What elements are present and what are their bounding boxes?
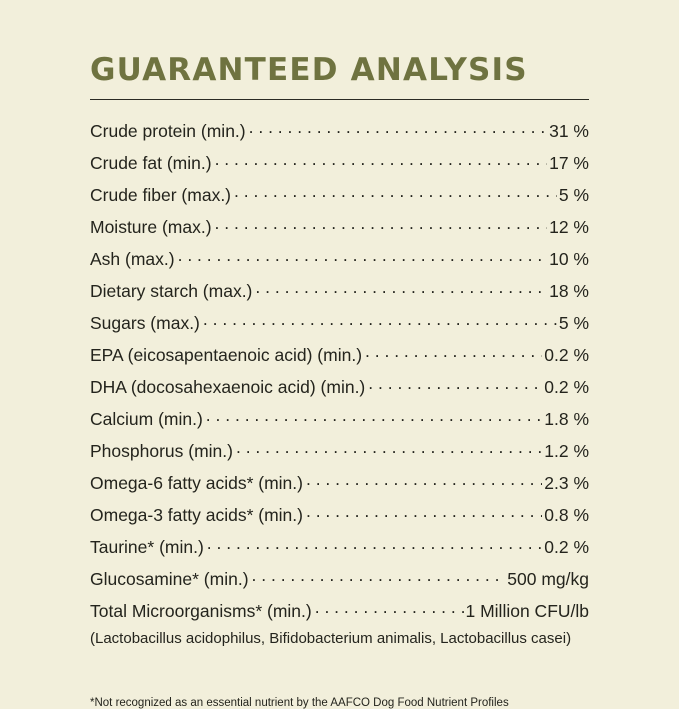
page-title: GUARANTEED ANALYSIS [90, 52, 528, 88]
dot-leader [234, 184, 557, 202]
nutrient-value: 0.8 % [544, 505, 589, 526]
nutrient-label: Omega-6 fatty acids* (min.) [90, 473, 303, 494]
nutrient-value: 31 % [549, 121, 589, 142]
dot-leader [368, 376, 542, 394]
nutrient-value: 17 % [549, 153, 589, 174]
nutrient-label: Omega-3 fatty acids* (min.) [90, 505, 303, 526]
title-divider [90, 99, 589, 100]
table-row [90, 338, 589, 370]
nutrient-label: Dietary starch (max.) [90, 281, 253, 302]
nutrient-label: Phosphorus (min.) [90, 441, 233, 462]
table-row [90, 306, 589, 338]
nutrient-value: 5 % [558, 185, 589, 206]
table-row [90, 210, 589, 242]
nutrient-value: 5 % [558, 313, 589, 334]
dot-leader [249, 120, 547, 138]
nutrient-label: Sugars (max.) [90, 313, 200, 334]
dot-leader [236, 440, 542, 458]
dot-leader [315, 600, 464, 618]
table-row [90, 274, 589, 306]
nutrient-label: Glucosamine* (min.) [90, 569, 249, 590]
nutrient-value: 0.2 % [544, 377, 589, 398]
table-row [90, 178, 589, 210]
dot-leader [306, 504, 542, 522]
nutrient-label: Crude fat (min.) [90, 153, 212, 174]
table-row [90, 434, 589, 466]
dot-leader [215, 216, 548, 234]
nutrient-value: 0.2 % [544, 537, 589, 558]
table-row [90, 594, 589, 626]
nutrient-value: 10 % [549, 249, 589, 270]
dot-leader [178, 248, 548, 266]
dot-leader [255, 280, 547, 298]
table-row [90, 562, 589, 594]
dot-leader [306, 472, 542, 490]
aafco-footnote: *Not recognized as an essential nutrient by the AAFCO Dog Food Nutrient Profiles [90, 696, 509, 709]
nutrient-table [90, 114, 589, 626]
table-row [90, 370, 589, 402]
nutrient-label: Taurine* (min.) [90, 537, 204, 558]
table-row [90, 466, 589, 498]
dot-leader [206, 408, 542, 426]
nutrient-value: 1.8 % [544, 409, 589, 430]
nutrient-label: Crude protein (min.) [90, 121, 246, 142]
dot-leader [207, 536, 542, 554]
dot-leader [252, 568, 506, 586]
table-row [90, 402, 589, 434]
nutrient-value: 500 mg/kg [507, 569, 589, 590]
nutrient-label: Crude fiber (max.) [90, 185, 232, 206]
nutrient-label: Ash (max.) [90, 249, 175, 270]
nutrient-value: 12 % [549, 217, 589, 238]
dot-leader [215, 152, 548, 170]
nutrient-value: 1.2 % [544, 441, 589, 462]
nutrient-value: 18 % [549, 281, 589, 302]
nutrient-label: EPA (eicosapentaenoic acid) (min.) [90, 345, 363, 366]
table-row [90, 146, 589, 178]
nutrient-value: 1 Million CFU/lb [465, 601, 589, 622]
table-row [90, 114, 589, 146]
dot-leader [203, 312, 557, 330]
nutrient-label: Total Microorganisms* (min.) [90, 601, 312, 622]
nutrient-value: 0.2 % [544, 345, 589, 366]
table-row [90, 530, 589, 562]
dot-leader [365, 344, 542, 362]
table-row [90, 242, 589, 274]
nutrient-label: DHA (docosahexaenoic acid) (min.) [90, 377, 366, 398]
table-row [90, 498, 589, 530]
nutrient-label: Moisture (max.) [90, 217, 212, 238]
nutrient-value: 2.3 % [544, 473, 589, 494]
probiotic-strains-note: (Lactobacillus acidophilus, Bifidobacterium animalis, Lactobacillus casei) [90, 630, 572, 648]
nutrient-label: Calcium (min.) [90, 409, 203, 430]
